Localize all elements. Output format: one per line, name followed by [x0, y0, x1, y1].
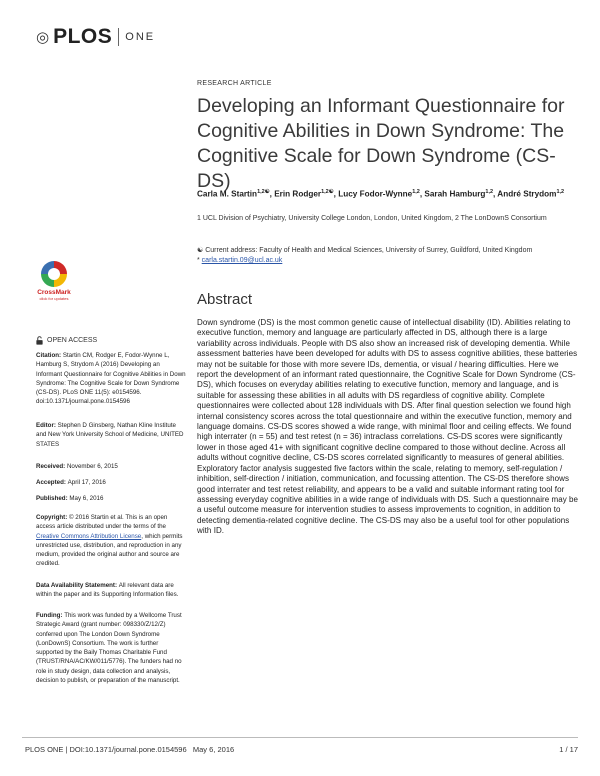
author: Erin Rodger [274, 189, 322, 199]
author-affiliation-marker: 1,2☯ [321, 189, 334, 195]
author-affiliation-marker: 1,2 [485, 189, 494, 195]
current-address: ☯ Current address: Faculty of Health and Medical Sciences, University of Surrey, Guildford, United Kingdom [197, 247, 533, 254]
crossmark-icon [41, 261, 67, 287]
author: Sarah Hamburg [424, 189, 486, 199]
footer-doi: PLOS ONE | DOI:10.1371/journal.pone.0154596 May 6, 2016 [25, 745, 235, 754]
editor-text: Stephen D Ginsberg, Nathan Kline Institute and New York University School of Medicine, UNITED STATES [36, 422, 184, 448]
open-lock-icon [36, 336, 43, 345]
crossmark-badge[interactable] [34, 261, 74, 301]
copyright-text-end: , which permits unrestricted use, distribution, and reproduction in any medium, provided the original author and source are credited. [36, 532, 183, 568]
page-number: 1 / 17 [559, 745, 578, 754]
journal-subname: ONE [125, 31, 156, 43]
correspondence [197, 246, 582, 266]
author-separator: , [269, 189, 275, 199]
accepted-date [36, 478, 186, 487]
email-link[interactable]: carla.startin.09@ucl.ac.uk [201, 257, 283, 264]
author-affiliation-marker: 1,2☯ [257, 189, 270, 195]
received-label: Received: [36, 463, 67, 470]
open-access-label: OPEN ACCESS [47, 337, 98, 344]
article-title: Developing an Informant Questionnaire for Cognitive Abilities in Down Syndrome: The Cognitive Scale for Down Syndrome (CS-DS) [197, 95, 565, 192]
published-date [36, 494, 186, 503]
crossmark-sublabel: click for updates [39, 296, 69, 301]
data-availability-text: All relevant data are within the paper and its Supporting Information files. [36, 582, 179, 599]
author-separator: , [419, 189, 425, 199]
license-link[interactable]: Creative Commons Attribution License [36, 532, 142, 540]
received-date [36, 462, 186, 471]
funding-block [36, 611, 186, 685]
accepted-value: April 17, 2016 [67, 479, 106, 486]
citation-block [36, 351, 186, 407]
email-line [197, 256, 582, 266]
footer-divider [22, 737, 578, 738]
citation-text: Startin CM, Rodger E, Fodor-Wynne L, Hamburg S, Strydom A (2016) Developing an Informant Questionnaire for Cognitive Abilities in Down Syndrome: The Cognitive Scale for Down Syndrome (CS-DS). PLoS ONE 11(5): e0154596. doi:10.1371/journal.pone.0154596 [36, 352, 186, 406]
author-affiliation-marker: 1,2 [556, 189, 565, 195]
funding-text: This work was funded by a Wellcome Trust Strategic Award (grant number: 098330/Z/12/Z) conferred upon The London Down Syndrome (LonDownS) Consortium. The work is further supported by the Baily Thomas Charitable Fund (TRUST/RNA/AC/KW/011/5776). The funders had no role in study design, data collection and analysis, decision to publish, or preparation of the manuscript. [36, 612, 182, 685]
logo-divider [118, 28, 119, 46]
abstract-heading: Abstract [197, 291, 253, 308]
open-access-badge [36, 336, 97, 345]
affiliations: 1 UCL Division of Psychiatry, University College London, London, United Kingdom, 2 The LonDownS Consortium [197, 215, 547, 222]
crossmark-label: CrossMark [37, 289, 71, 296]
funding-label: Funding: [36, 612, 65, 619]
author: André Strydom [497, 189, 557, 199]
email-prefix: * [197, 257, 202, 264]
copyright-label: Copyright: [36, 514, 69, 521]
plos-logo-icon: ◎ [36, 28, 51, 46]
abstract-text: Down syndrome (DS) is the most common genetic cause of intellectual disability (ID). Abilities relating to executive function, memory and language are particularly affected in DS, although there is a large variability across individuals. People with DS also show an increased risk of developing dementia. While assessment batteries have been developed for adults with DS to assess cognitive abilities, these batteries may not be suitable for those with more severe IDs, dementia, or visual / hearing difficulties. Here we report the development of an informant rated questionnaire, the Cognitive Scale for Down Syndrome (CS-DS), which focuses on everyday abilities relating to executive function, memory and language, and is suitable for assessing these abilities in all adults with DS regardless of cognitive ability. Complete questionnaires were collected about 128 individuals with DS. After final question selection we found high internal consistency scores across the total questionnaire and within the executive function, memory and language domains. CS-DS scores showed a wide range, with minimal floor and ceiling effects. We found high interrater (n = 55) and test retest (n = 36) intraclass correlations. CS-DS scores were significantly lower in those aged 41+ with significant cognitive decline compared to those without decline. Across all adults without cognitive decline, CS-DS scores correlated significantly to measures of general abilities. Exploratory factor analysis suggested five factors within the scale, relating to memory, self-regulation / inhibition, self-direction / initiation, communication, and focussing attention. The CS-DS therefore shows good interrater and test retest reliability, and appears to be a valid and suitable informant rating tool for assessing everyday cognitive abilities in a wide range of individuals with DS. Such a questionnaire may be a useful outcome measure for intervention studies to assess improvements to cognition, in addition to detecting dementia-related cognitive decline. The CS-DS may also be a useful tool for other populations with ID. [197, 318, 579, 536]
author: Carla M. Startin [197, 189, 258, 199]
journal-name: PLOS [53, 25, 113, 48]
editor-block [36, 421, 186, 449]
author: Lucy Fodor-Wynne [338, 189, 413, 199]
copyright-text: © 2016 Startin et al. This is an open access article distributed under the terms of the [36, 514, 168, 531]
author-affiliation-marker: 1,2 [412, 189, 420, 195]
accepted-label: Accepted: [36, 479, 68, 486]
article-type: RESEARCH ARTICLE [197, 80, 272, 87]
author-separator: , [493, 189, 498, 199]
data-availability-block [36, 581, 186, 600]
received-value: November 6, 2015 [66, 463, 118, 470]
journal-logo [36, 26, 155, 48]
editor-label: Editor: [36, 422, 58, 429]
author-separator: , [333, 189, 339, 199]
published-label: Published: [36, 495, 70, 502]
citation-label: Citation: [36, 352, 63, 359]
published-value: May 6, 2016 [69, 495, 104, 502]
data-availability-label: Data Availability Statement: [36, 582, 119, 589]
author-list [197, 186, 582, 201]
copyright-block [36, 513, 186, 569]
